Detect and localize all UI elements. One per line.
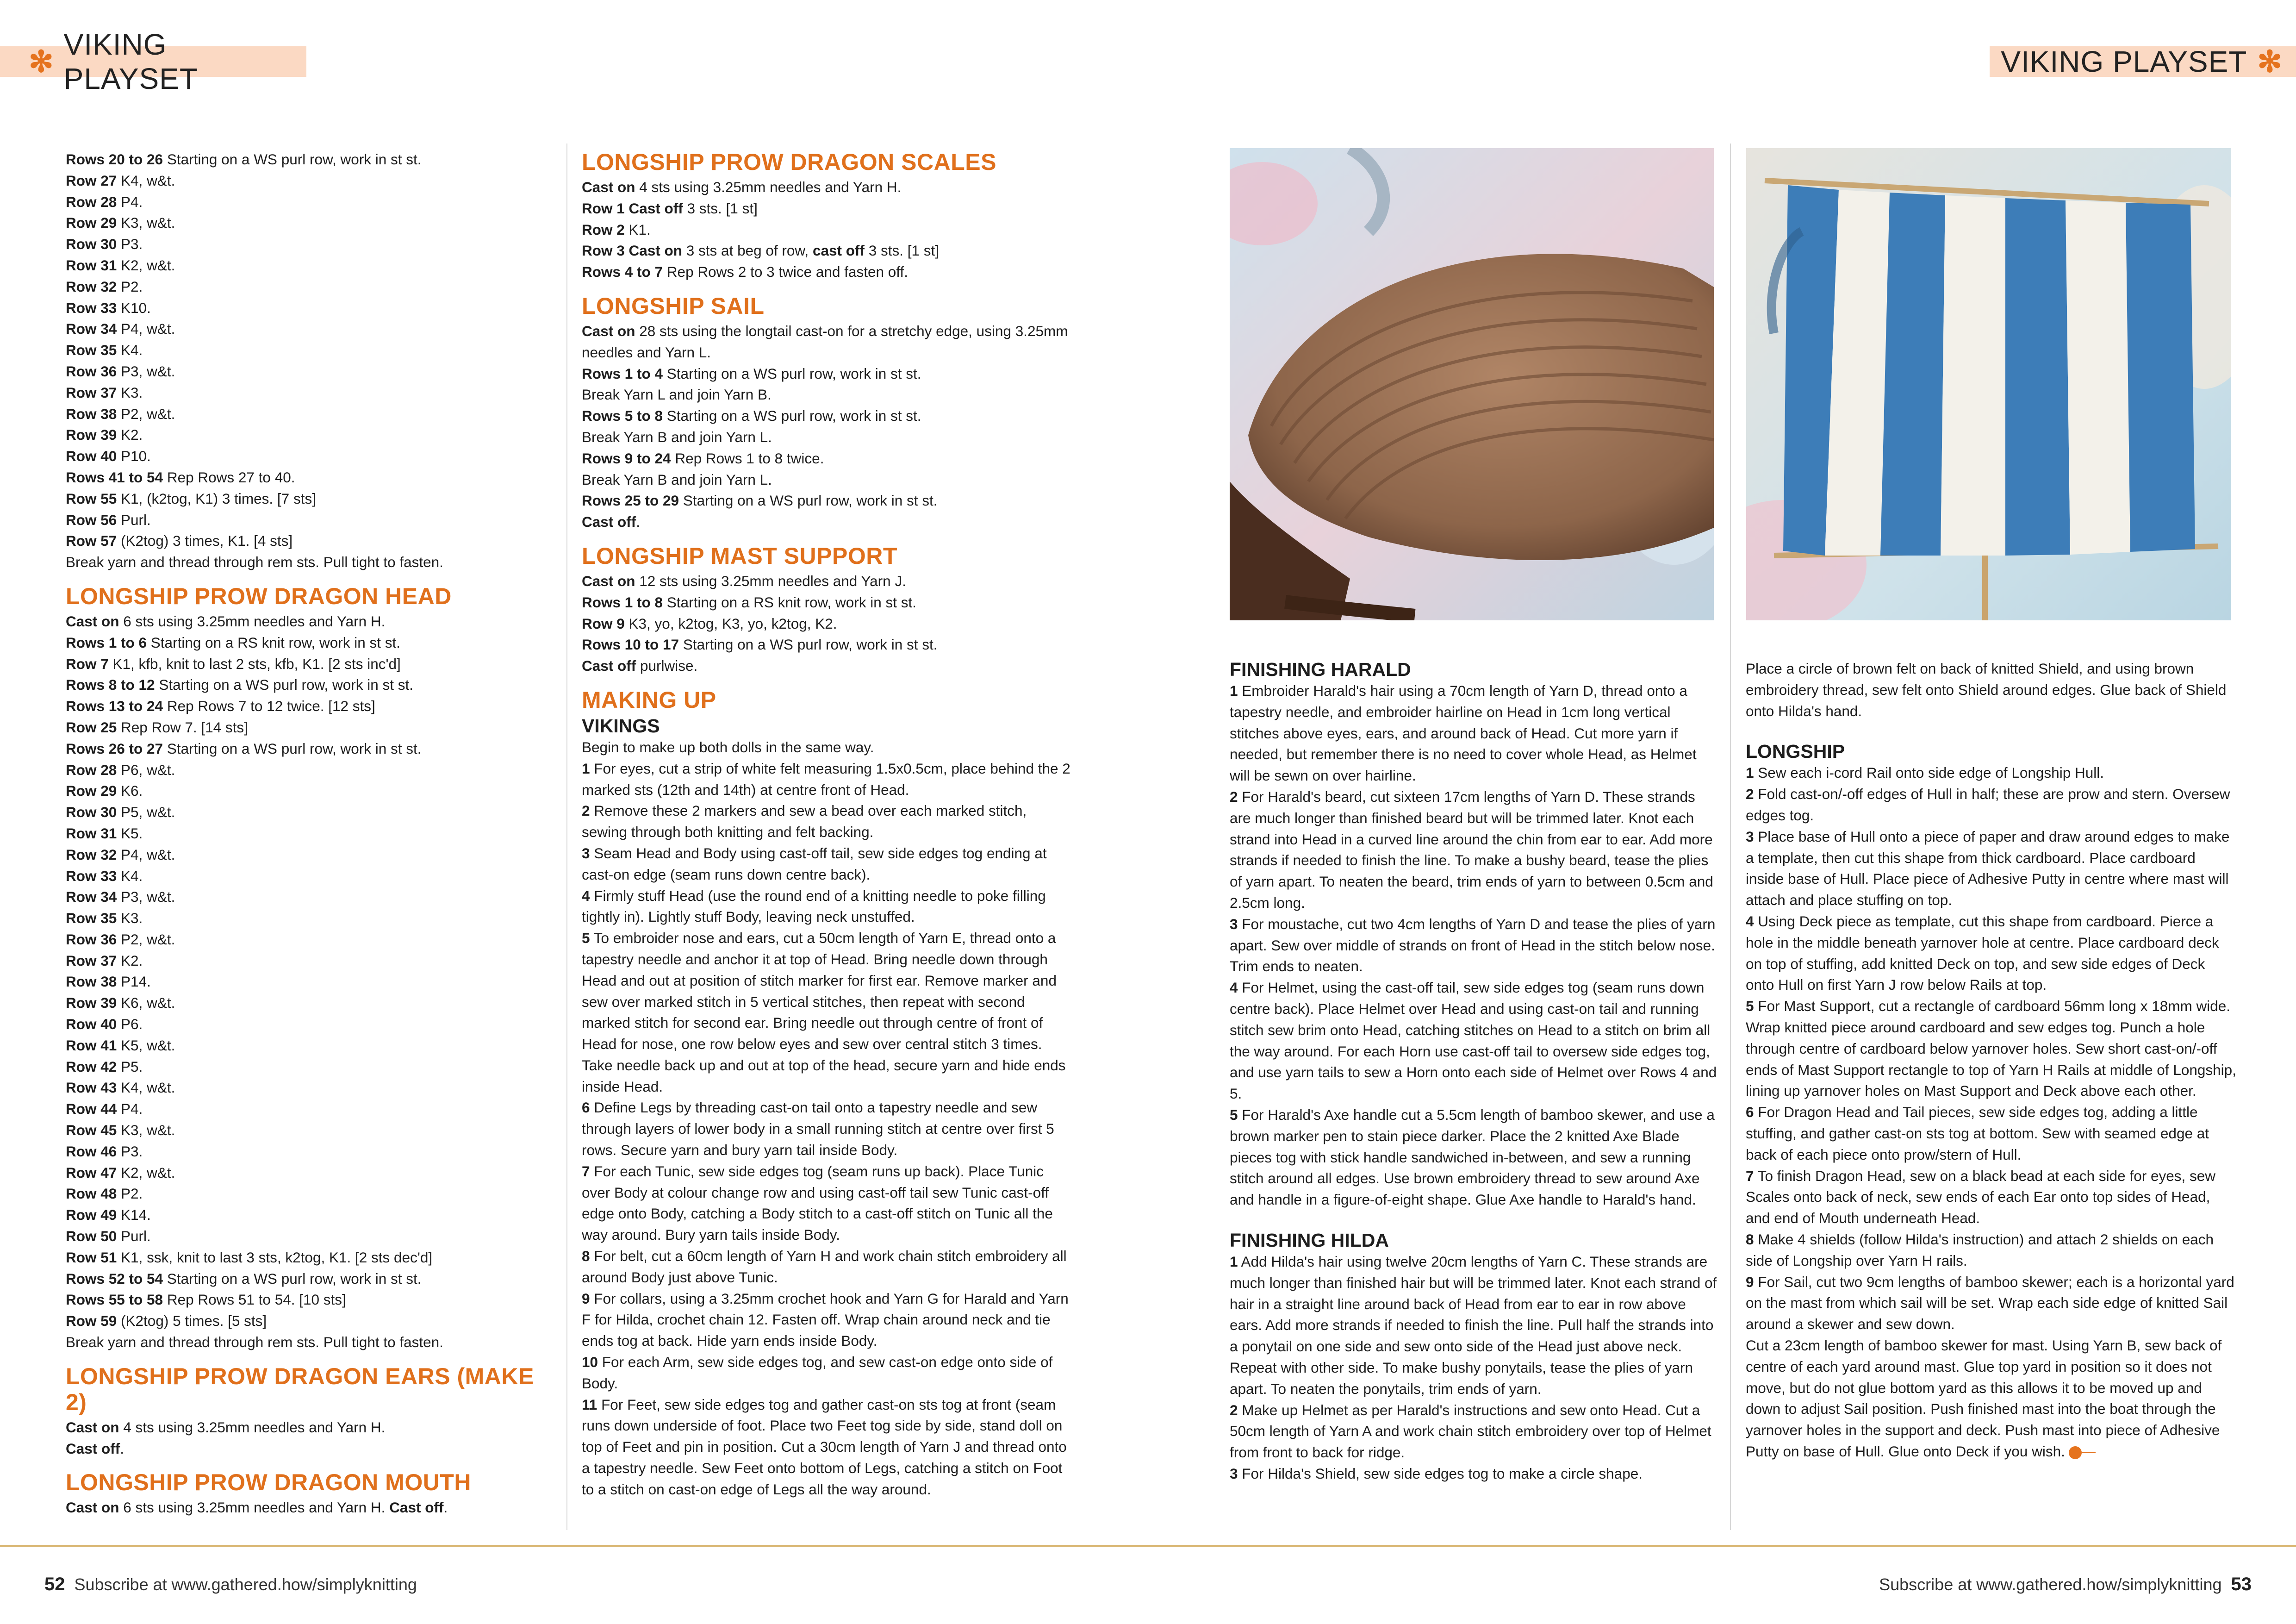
subsection-title-longship: LONGSHIP	[1746, 741, 1845, 762]
pattern-row: Row 39 K2.	[66, 426, 143, 443]
header-right	[1990, 46, 2296, 77]
section-title-making-up: MAKING UP	[582, 687, 716, 713]
longship-steps	[1746, 762, 2236, 1462]
section-title-dragon-head: LONGSHIP PROW DRAGON HEAD	[66, 583, 452, 609]
section-title-dragon-mouth: LONGSHIP PROW DRAGON MOUTH	[66, 1469, 471, 1496]
instruction-step: 6 Define Legs by threading cast-on tail onto a tapestry needle and sew through layers of lower body in a small running stitch at centre over first 5 rows. Secure yarn and bury yarn tail inside Body.	[582, 1099, 1054, 1159]
instruction-step: 4 Using Deck piece as template, cut this shape from cardboard. Pierce a hole in the middle beneath yarnover hole at centre. Place cardboard deck on top of stuffing, add knitted Deck on top, and sew side edges of Deck onto Hull on first Yarn J row below Rails at top.	[1746, 912, 2219, 993]
pattern-row: Row 25 Rep Row 7. [14 sts]	[66, 718, 248, 736]
pattern-row: Cast off purlwise.	[582, 657, 698, 675]
pattern-row: Row 29 K6.	[66, 782, 143, 800]
instruction-step: 3 Seam Head and Body using cast-off tail, sew side edges tog ending at cast-on edge (seam runs down centre back).	[582, 844, 1047, 883]
mast-list	[582, 571, 1072, 677]
instruction-step: 10 For each Arm, sew side edges tog, and sew cast-on edge onto side of Body.	[582, 1354, 1053, 1392]
pattern-row: Row 49 K14.	[66, 1206, 151, 1224]
pattern-row: Row 27 K4, w&t.	[66, 172, 175, 189]
rows-list-a	[66, 149, 556, 573]
instruction-step: 2 Fold cast-on/-off edges of Hull in half; these are prow and stern. Oversew edges tog.	[1746, 786, 2230, 824]
section-title-sail: LONGSHIP SAIL	[582, 293, 765, 319]
pattern-row: Rows 5 to 8 Starting on a WS purl row, work in st st.	[582, 407, 921, 425]
rows-list-b	[66, 611, 556, 1353]
pattern-row: Break yarn and thread through rem sts. Pull tight to fasten.	[66, 1334, 443, 1351]
section-title-mast-support: LONGSHIP MAST SUPPORT	[582, 543, 897, 569]
pattern-row: Row 36 P3, w&t.	[66, 362, 175, 380]
instruction-step: 5 To embroider nose and ears, cut a 50cm length of Yarn E, thread onto a tapestry needle and anchor it at top of Head. Bring needle down through Head and out at position of stitch marker for first ear. Remove marker and sew over marked stitch in 5 vertical stitches, then repeat with second marked stitch for second ear. Bring needle out through centre of front of Head for nose, one row below eyes and sew over central stitch 3 times. Take needle back up and out at top of the head, secure yarn and hide ends inside Head.	[582, 930, 1066, 1095]
harald-steps	[1230, 681, 1720, 1211]
pattern-row: Cast on 6 sts using 3.25mm needles and Yarn H.	[66, 612, 386, 630]
pattern-row: Row 30 P3.	[66, 236, 143, 253]
sail-list	[582, 321, 1072, 533]
pattern-row: Rows 1 to 4 Starting on a WS purl row, work in st st.	[582, 365, 921, 382]
footer-link-left[interactable]: Subscribe at www.gathered.how/simplyknitting	[74, 1575, 417, 1594]
pattern-row: Row 45 K3, w&t.	[66, 1122, 175, 1139]
instruction-step: 7 To finish Dragon Head, sew on a black bead at each side for eyes, sew Scales onto back of neck, sew ends of each Ear onto top sides of Head, and end of Mouth underneath Head.	[1746, 1167, 2216, 1227]
pattern-row: Rows 10 to 17 Starting on a WS purl row, work in st st.	[582, 636, 938, 653]
hilda-steps	[1230, 1251, 1720, 1485]
instruction-step: 1 Embroider Harald's hair using a 70cm length of Yarn D, thread onto a tapestry needle, and embroider hairline on Head in 1cm long vertical stitches above eyes, ears, and around back of Head. Cut more yarn if needed, but remember there is no need to cover whole Head, as Helmet will be sewn on over hairline.	[1230, 682, 1697, 784]
pattern-row: Row 59 (K2tog) 5 times. [5 sts]	[66, 1312, 267, 1330]
pattern-row: Rows 20 to 26 Starting on a WS purl row, work in st st.	[66, 151, 422, 168]
pattern-row: Row 50 Purl.	[66, 1228, 151, 1245]
instruction-step: 11 For Feet, sew side edges tog and gather cast-on sts tog at front (seam runs down underside of foot. Place two Feet tog side by side, stand doll on top of Feet and pin in position. Cut a 30cm length of Yarn J and thread onto a tapestry needle. Sew Feet onto bottom of Legs, catching a stitch on Foot to a stitch on cast-on edge of Legs all the way around.	[582, 1396, 1067, 1498]
instruction-step: 7 For each Tunic, sew side edges tog (seam runs up back). Place Tunic over Body at colour change row and using cast-off tail sew Tunic cast-off edge onto Body, catching a Body stitch to a cast-off stitch on Tunic all the way around. Bury yarn tails inside Body.	[582, 1162, 1053, 1243]
instruction-step: 4 Firmly stuff Head (use the round end of a knitting needle to poke filling tightly in). Lightly stuff Body, leaving neck unstuffed.	[582, 887, 1046, 925]
pattern-row: Rows 41 to 54 Rep Rows 27 to 40.	[66, 468, 295, 486]
pattern-row: Row 35 K4.	[66, 342, 143, 359]
subsection-title-hilda: FINISHING HILDA	[1230, 1229, 1389, 1251]
pattern-row: Row 39 K6, w&t.	[66, 994, 175, 1012]
pattern-row: Row 1 Cast off 3 sts. [1 st]	[582, 200, 758, 217]
pattern-row: Row 3 Cast on 3 sts at beg of row, cast off 3 sts. [1 st]	[582, 242, 940, 259]
pattern-row: Rows 8 to 12 Starting on a WS purl row, work in st st.	[66, 676, 414, 693]
pattern-row: Rows 1 to 6 Starting on a RS knit row, work in st st.	[66, 634, 401, 651]
pattern-row: Cast on 4 sts using 3.25mm needles and Yarn H.	[66, 1418, 386, 1436]
footer-left	[44, 1574, 417, 1595]
column-divider	[1730, 144, 1731, 1530]
pattern-row: Row 43 K4, w&t.	[66, 1079, 175, 1096]
column-1	[66, 149, 556, 1518]
pattern-row: Row 36 P2, w&t.	[66, 931, 175, 948]
pattern-row: Row 32 P4, w&t.	[66, 846, 175, 863]
instruction-step: 8 For belt, cut a 60cm length of Yarn H and work chain stitch embroidery all around Body just above Tunic.	[582, 1248, 1067, 1286]
pattern-row: Row 31 K2, w&t.	[66, 256, 175, 274]
flower-icon: ✻	[29, 45, 54, 78]
pattern-row: Rows 26 to 27 Starting on a WS purl row, work in st st.	[66, 740, 422, 757]
pattern-row: Row 37 K2.	[66, 952, 143, 969]
rows-list-c	[66, 1417, 556, 1460]
instruction-step: 1 Add Hilda's hair using twelve 20cm lengths of Yarn C. These strands are much longer than finished hair but will be trimmed later. Knot each strand of hair in a straight line around back of Head from ear to ear in row above ears. Add more strands if needed to finish the line. Pull half the strands into a ponytail on one side and sew onto side of the Head just above neck. Repeat with other side. To make bushy ponytails, tease the plies of yarn apart. To neaten the ponytails, trim ends of yarn.	[1230, 1253, 1717, 1397]
mouth-line: Cast on 6 sts using 3.25mm needles and Yarn H. Cast off.	[66, 1499, 448, 1516]
pattern-row: Cast on 12 sts using 3.25mm needles and Yarn J.	[582, 572, 906, 589]
pattern-row: Cast off.	[582, 513, 641, 531]
pattern-row: Cast on 28 sts using the longtail cast-on for a stretchy edge, using 3.25mm needles and Yarn L.	[582, 322, 1068, 361]
header-title-right: VIKING PLAYSET	[2001, 45, 2247, 78]
section-title-dragon-scales: LONGSHIP PROW DRAGON SCALES	[582, 149, 996, 175]
pattern-row: Row 41 K5, w&t.	[66, 1037, 175, 1054]
pattern-row: Row 46 P3.	[66, 1143, 143, 1160]
pattern-row: Rows 1 to 8 Starting on a RS knit row, work in st st.	[582, 593, 917, 611]
pattern-row: Row 30 P5, w&t.	[66, 804, 175, 821]
page-number-right: 53	[2231, 1574, 2252, 1594]
footer-right	[1879, 1574, 2252, 1595]
instruction-step: Begin to make up both dolls in the same way.	[582, 738, 874, 756]
instruction-step: 9 For collars, using a 3.25mm crochet hook and Yarn G for Harald and Yarn F for Hilda, crochet chain 12. Fasten off. Wrap chain around neck and tie ends tog at back. Hide yarn ends inside Body.	[582, 1290, 1069, 1349]
column-4	[1746, 658, 2236, 1462]
pattern-row: Row 31 K5.	[66, 824, 143, 842]
pattern-row: Row 51 K1, ssk, knit to last 3 sts, k2tog, K1. [2 sts dec'd]	[66, 1249, 433, 1266]
instruction-step: 1 For eyes, cut a strip of white felt measuring 1.5x0.5cm, place behind the 2 marked sts (12th and 14th) at centre front of Head.	[582, 760, 1070, 798]
column-2	[582, 149, 1072, 1500]
pattern-row: Row 7 K1, kfb, knit to last 2 sts, kfb, K1. [2 sts inc'd]	[66, 655, 401, 672]
pattern-row: Rows 9 to 24 Rep Rows 1 to 8 twice.	[582, 450, 824, 467]
photo-longship-hull	[1230, 148, 1714, 620]
yarn-ball-icon	[2069, 1446, 2082, 1459]
column-3	[1230, 658, 1720, 1485]
column-divider	[566, 144, 567, 1530]
shield-paragraph: Place a circle of brown felt on back of knitted Shield, and using brown embroidery thread, sew felt onto Shield around edges. Glue back of Shield onto Hilda's hand.	[1746, 660, 2227, 719]
flower-icon: ✻	[2257, 45, 2282, 78]
pattern-row: Break Yarn B and join Yarn L.	[582, 428, 772, 445]
footer-rule	[0, 1545, 2296, 1547]
instruction-step: 2 Remove these 2 markers and sew a bead over each marked stitch, sewing through both knitting and felt backing.	[582, 802, 1027, 841]
footer-link-right[interactable]: Subscribe at www.gathered.how/simplyknitting	[1879, 1575, 2222, 1594]
pattern-row: Row 38 P14.	[66, 973, 151, 990]
subsection-title-harald: FINISHING HARALD	[1230, 659, 1411, 680]
pattern-row: Break yarn and thread through rem sts. Pull tight to fasten.	[66, 554, 443, 571]
pattern-row: Row 28 P4.	[66, 193, 143, 210]
scales-list	[582, 177, 1072, 283]
pattern-row: Row 48 P2.	[66, 1185, 143, 1202]
pattern-row: Break Yarn L and join Yarn B.	[582, 386, 772, 403]
pattern-row: Break Yarn B and join Yarn L.	[582, 471, 772, 488]
instruction-step: 9 For Sail, cut two 9cm lengths of bamboo skewer; each is a horizontal yard on the mast from which sail will be set. Wrap each side edge of knitted Sail around a skewer and sew down.	[1746, 1273, 2234, 1333]
instruction-step: 1 Sew each i-cord Rail onto side edge of Longship Hull.	[1746, 764, 2104, 781]
instruction-step: 4 For Helmet, using the cast-off tail, sew side edges tog (seam runs down centre back). Place Helmet over Head and using cast-on tail and running stitch sew brim onto Head, catching stitches on Head to a stitch on brim all the way around. For each Horn use cast-off tail to oversew side edges tog, and use yarn tails to sew a Horn onto each side of Helmet over Rows 4 and 5.	[1230, 979, 1717, 1102]
instruction-step: 3 Place base of Hull onto a piece of paper and draw around edges to make a template, then cut this shape from thick cardboard. Place cardboard inside base of Hull. Place piece of Adhesive Putty in centre where mast will attach and place stuffing on top.	[1746, 828, 2230, 909]
instruction-step: 8 Make 4 shields (follow Hilda's instruction) and attach 2 shields on each side of Longship over Yarn H rails.	[1746, 1230, 2214, 1269]
pattern-row: Row 40 P6.	[66, 1016, 143, 1033]
header-title-left: VIKING PLAYSET	[63, 28, 198, 95]
pattern-row: Row 29 K3, w&t.	[66, 214, 175, 231]
pattern-row: Row 35 K3.	[66, 910, 143, 927]
pattern-row: Row 47 K2, w&t.	[66, 1164, 175, 1181]
pattern-row: Row 28 P6, w&t.	[66, 761, 175, 778]
pattern-row: Row 32 P2.	[66, 278, 143, 295]
pattern-row: Row 38 P2, w&t.	[66, 405, 175, 422]
pattern-row: Row 57 (K2tog) 3 times, K1. [4 sts]	[66, 532, 293, 550]
instruction-step: 2 Make up Helmet as per Harald's instructions and sew onto Head. Cut a 50cm length of Yarn A and work chain stitch embroidery over top of Helmet from front to back for ridge.	[1230, 1401, 1711, 1461]
page-number-left: 52	[44, 1574, 65, 1594]
pattern-row: Row 34 P4, w&t.	[66, 320, 175, 337]
instruction-step: 6 For Dragon Head and Tail pieces, sew side edges tog, adding a little stuffing, and gather cast-on sts tog at bottom. Sew with seamed edge at back of each piece onto prow/stern of Hull.	[1746, 1104, 2209, 1163]
instruction-step: 5 For Mast Support, cut a rectangle of cardboard 56mm long x 18mm wide. Wrap knitted piece around cardboard and sew edges tog. Punch a hole through centre of cardboard below yarnover holes. Sew short cast-on/-off ends of Mast Support rectangle to top of Yarn H Rails at middle of Longship, lining up yarnover holes on Mast Support and Deck above each other.	[1746, 998, 2236, 1099]
pattern-row: Row 9 K3, yo, k2tog, K3, yo, k2tog, K2.	[582, 615, 837, 632]
instruction-step: 2 For Harald's beard, cut sixteen 17cm lengths of Yarn D. These strands are much longer than finished beard but will be trimmed later. Knot each strand into Head in a curved line around the chin from ear to ear. Add more strands if needed to finish the line. To make a bushy beard, tease the plies of yarn apart. To neaten the beard, trim ends of yarn to between 0.5cm and 2.5cm long.	[1230, 788, 1713, 911]
instruction-step: 3 For moustache, cut two 4cm lengths of Yarn D and tease the plies of yarn apart. Sew over middle of strands on front of Head in the stitch below nose. Trim ends to neaten.	[1230, 915, 1716, 975]
pattern-row: Cast on 4 sts using 3.25mm needles and Yarn H.	[582, 179, 902, 195]
pattern-row: Rows 13 to 24 Rep Rows 7 to 12 twice. [12 sts]	[66, 698, 375, 715]
pattern-row: Rows 4 to 7 Rep Rows 2 to 3 twice and fasten off.	[582, 263, 908, 281]
pattern-row: Cast off.	[66, 1440, 124, 1457]
pattern-row: Row 42 P5.	[66, 1058, 143, 1075]
subsection-title-vikings: VIKINGS	[582, 715, 660, 737]
pattern-row: Row 34 P3, w&t.	[66, 888, 175, 906]
pattern-row: Row 2 K1.	[582, 221, 651, 238]
pattern-row: Row 33 K4.	[66, 867, 143, 884]
pattern-row: Rows 25 to 29 Starting on a WS purl row, work in st st.	[582, 492, 938, 509]
pattern-row: Row 44 P4.	[66, 1100, 143, 1118]
instruction-step: Cut a 23cm length of bamboo skewer for mast. Using Yarn B, sew back of centre of each yard around mast. Glue top yard in position so it does not move, but do not glue bottom yard as this allows it to be moved up and down to adjust Sail position. Push finished mast into the boat through the yarnover holes in the support and deck. Push mast into piece of Adhesive Putty on base of Hull. Glue onto Deck if you wish.	[1746, 1337, 2222, 1460]
pattern-row: Row 33 K10.	[66, 299, 151, 316]
photo-striped-sail	[1746, 148, 2231, 620]
header-left	[0, 28, 306, 95]
vikings-steps	[582, 737, 1072, 1500]
instruction-step: 3 For Hilda's Shield, sew side edges tog to make a circle shape.	[1230, 1465, 1643, 1482]
instruction-step: 5 For Harald's Axe handle cut a 5.5cm length of bamboo skewer, and use a brown marker pen to stain piece darker. Place the 2 knitted Axe Blade pieces tog with stick handle sandwiched in-between, and sew a running stitch around all edges. Use brown embroidery thread to sew around Axe and handle in a figure-of-eight shape. Glue Axe handle to Harald's hand.	[1230, 1106, 1715, 1208]
section-title-dragon-ears: LONGSHIP PROW DRAGON EARS (MAKE 2)	[66, 1363, 534, 1415]
pattern-row: Row 55 K1, (k2tog, K1) 3 times. [7 sts]	[66, 490, 316, 507]
pattern-row: Row 56 Purl.	[66, 511, 151, 528]
end-rule	[2082, 1452, 2096, 1453]
pattern-row: Rows 55 to 58 Rep Rows 51 to 54. [10 sts]	[66, 1291, 346, 1308]
pattern-row: Rows 52 to 54 Starting on a WS purl row, work in st st.	[66, 1270, 422, 1287]
pattern-row: Row 37 K3.	[66, 384, 143, 401]
pattern-row: Row 40 P10.	[66, 448, 151, 465]
